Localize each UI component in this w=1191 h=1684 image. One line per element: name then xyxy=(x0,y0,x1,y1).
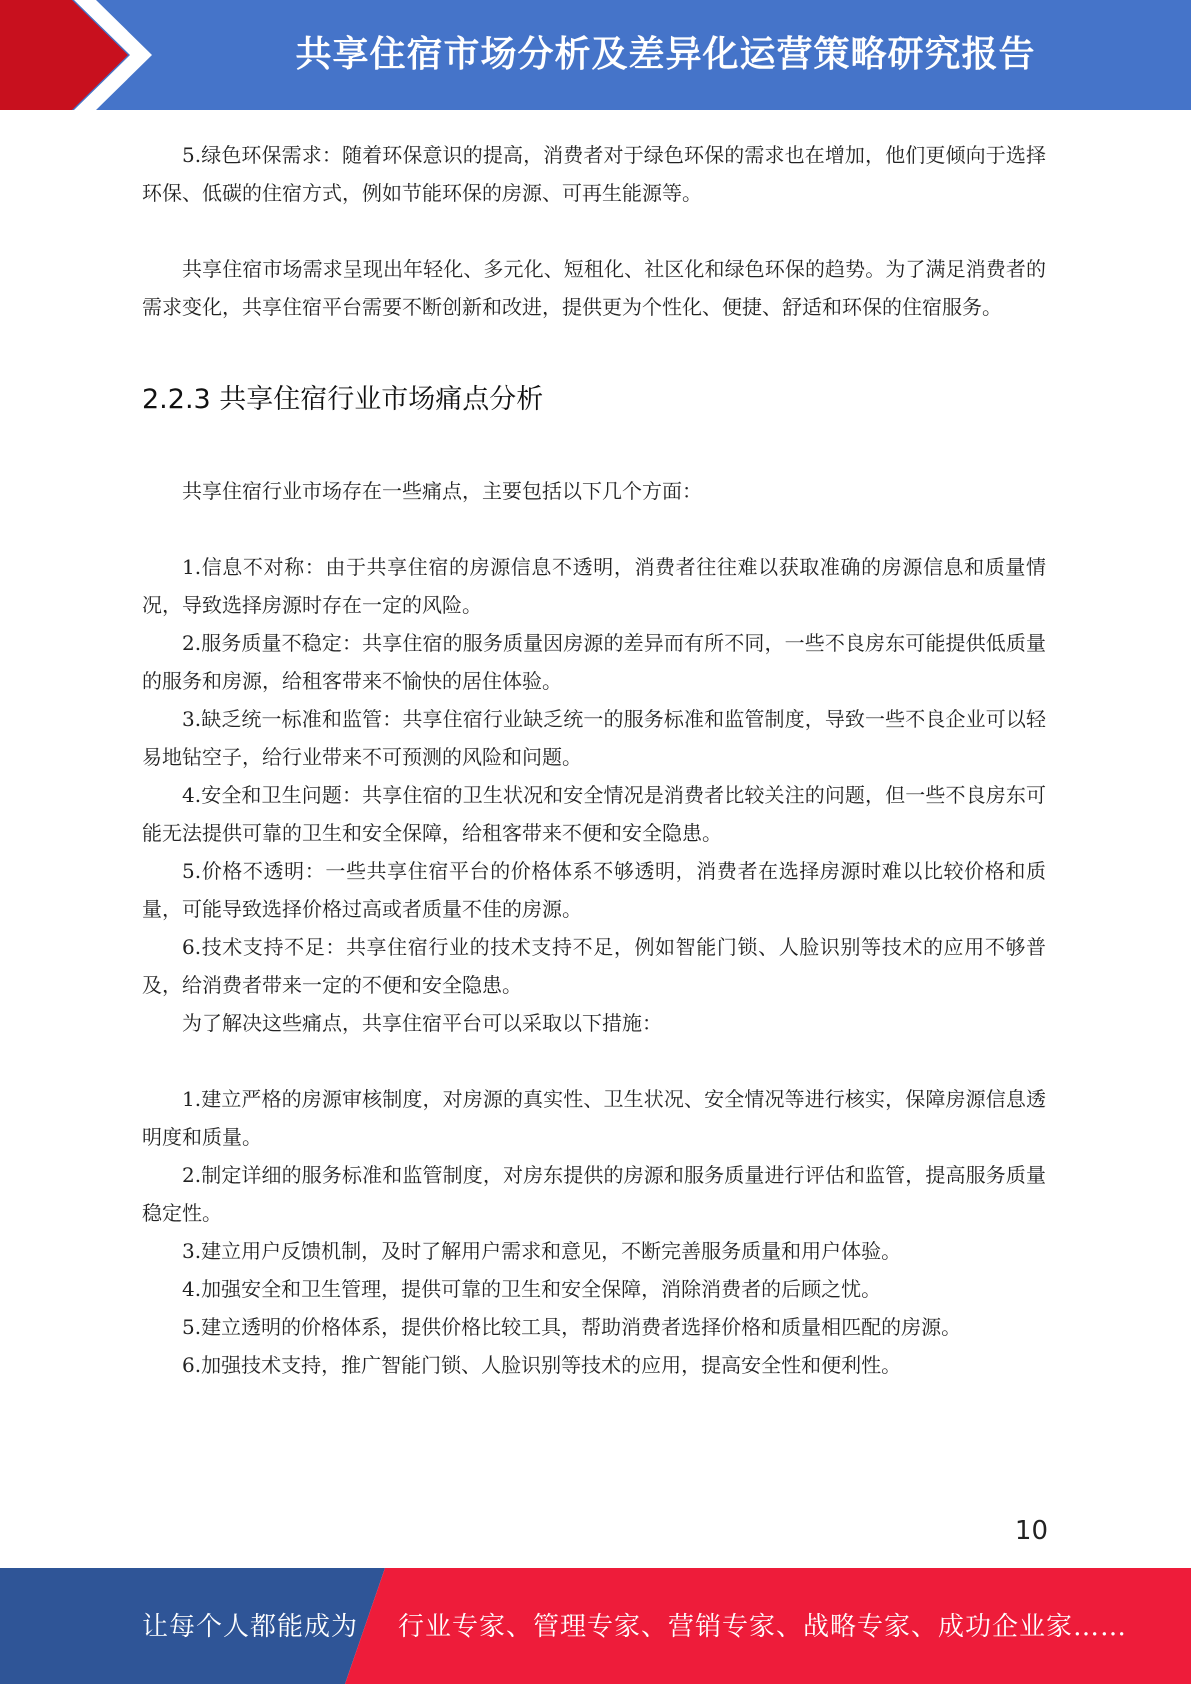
report-title: 共享住宿市场分析及差异化运营策略研究报告 xyxy=(295,34,1036,75)
page-number: 10 xyxy=(1014,1516,1048,1546)
list-item: 4.加强安全和卫生管理，提供可靠的卫生和安全保障，消除消费者的后顾之忧。 xyxy=(182,1277,882,1301)
page-header xyxy=(0,0,1191,110)
page-content xyxy=(142,136,1046,1384)
list-item: 6.加强技术支持，推广智能门锁、人脸识别等技术的应用，提高安全性和便利性。 xyxy=(182,1353,902,1377)
list-item: 6.技术支持不足：共享住宿行业的技术支持不足，例如智能门锁、人脸识别等技术的应用不够普及，给消费者带来一定的不便和安全隐患。 xyxy=(142,935,1046,997)
list-item: 5.建立透明的价格体系，提供价格比较工具，帮助消费者选择价格和质量相匹配的房源。 xyxy=(182,1315,962,1339)
list-item: 1.建立严格的房源审核制度，对房源的真实性、卫生状况、安全情况等进行核实，保障房源信息透明度和质量。 xyxy=(142,1087,1046,1149)
paragraph: 共享住宿行业市场存在一些痛点，主要包括以下几个方面： xyxy=(182,479,702,503)
page-footer xyxy=(0,1568,1191,1684)
list-item: 4.安全和卫生问题：共享住宿的卫生状况和安全情况是消费者比较关注的问题，但一些不良房东可能无法提供可靠的卫生和安全保障，给租客带来不便和安全隐患。 xyxy=(142,783,1046,845)
footer-slogan-right: 行业专家、管理专家、营销专家、战略专家、成功企业家…… xyxy=(398,1612,1128,1642)
list-item: 3.缺乏统一标准和监管：共享住宿行业缺乏统一的服务标准和监管制度，导致一些不良企业可以轻易地钻空子，给行业带来不可预测的风险和问题。 xyxy=(142,707,1046,769)
list-item: 1.信息不对称：由于共享住宿的房源信息不透明，消费者往往难以获取准确的房源信息和质量情况，导致选择房源时存在一定的风险。 xyxy=(142,555,1046,617)
footer-slogan-left: 让每个人都能成为 xyxy=(142,1612,359,1642)
list-item: 5.价格不透明：一些共享住宿平台的价格体系不够透明，消费者在选择房源时难以比较价格和质量，可能导致选择价格过高或者质量不佳的房源。 xyxy=(142,859,1046,921)
list-item: 2.制定详细的服务标准和监管制度，对房东提供的房源和服务质量进行评估和监管，提高服务质量稳定性。 xyxy=(142,1163,1046,1225)
paragraph: 5.绿色环保需求：随着环保意识的提高，消费者对于绿色环保的需求也在增加，他们更倾向于选择环保、低碳的住宿方式，例如节能环保的房源、可再生能源等。 xyxy=(142,143,1046,205)
paragraph: 共享住宿市场需求呈现出年轻化、多元化、短租化、社区化和绿色环保的趋势。为了满足消费者的需求变化，共享住宿平台需要不断创新和改进，提供更为个性化、便捷、舒适和环保的住宿服务。 xyxy=(142,257,1046,319)
list-item: 2.服务质量不稳定：共享住宿的服务质量因房源的差异而有所不同，一些不良房东可能提供低质量的服务和房源，给租客带来不愉快的居住体验。 xyxy=(142,631,1046,693)
list-item: 3.建立用户反馈机制，及时了解用户需求和意见，不断完善服务质量和用户体验。 xyxy=(182,1239,902,1263)
paragraph: 为了解决这些痛点，共享住宿平台可以采取以下措施： xyxy=(182,1011,662,1035)
section-heading: 2.2.3 共享住宿行业市场痛点分析 xyxy=(142,384,544,415)
header-arrow-decoration xyxy=(0,0,160,110)
